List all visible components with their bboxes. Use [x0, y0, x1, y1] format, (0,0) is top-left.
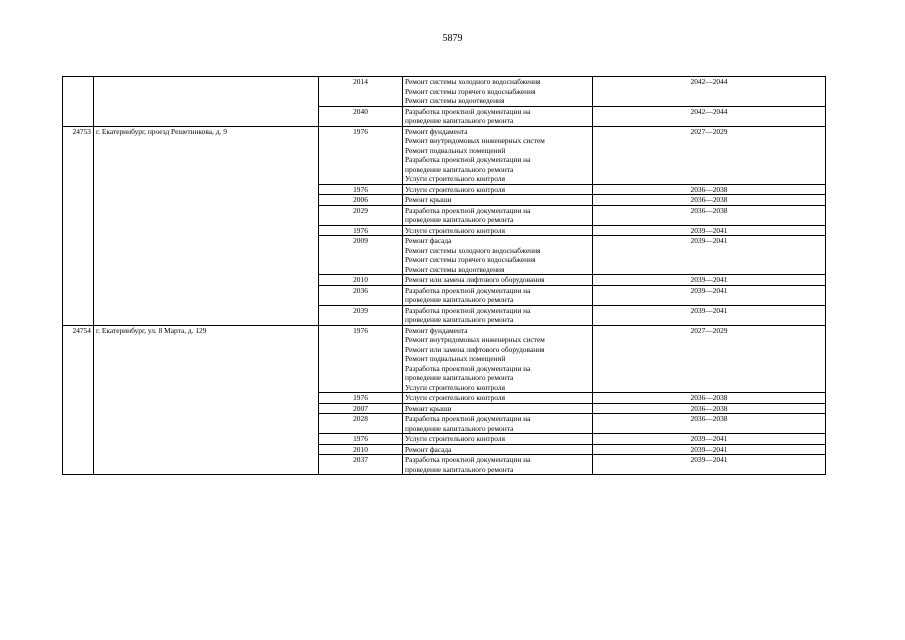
- period-cell: 2036—2038: [593, 195, 826, 206]
- year-cell: 2028: [319, 414, 403, 434]
- year-cell: 2010: [319, 444, 403, 455]
- period-cell: 2039—2041: [593, 305, 826, 325]
- period-cell: 2042—2044: [593, 77, 826, 107]
- work-cell: Разработка проектной документации на проведение капитального ремонта: [403, 285, 593, 305]
- period-cell: 2039—2041: [593, 455, 826, 475]
- work-cell: Разработка проектной документации на проведение капитального ремонта: [403, 414, 593, 434]
- year-cell: 2039: [319, 305, 403, 325]
- building-id-cell: 24753: [63, 126, 94, 325]
- year-cell: 1976: [319, 225, 403, 236]
- period-cell: 2036—2038: [593, 205, 826, 225]
- period-cell: 2036—2038: [593, 184, 826, 195]
- work-cell: Ремонт или замена лифтового оборудования: [403, 275, 593, 286]
- year-cell: 2014: [319, 77, 403, 107]
- work-cell: Ремонт системы холодного водоснабжения Ремонт системы горячего водоснабжения Ремонт системы водоотведения: [403, 77, 593, 107]
- year-cell: 1976: [319, 126, 403, 184]
- year-cell: 2009: [319, 236, 403, 275]
- year-cell: 2029: [319, 205, 403, 225]
- work-cell: Услуги строительного контроля: [403, 393, 593, 404]
- work-cell: Разработка проектной документации на проведение капитального ремонта: [403, 205, 593, 225]
- address-cell: [94, 77, 319, 127]
- table-row: [63, 126, 826, 184]
- year-cell: 2040: [319, 106, 403, 126]
- work-cell: Разработка проектной документации на проведение капитального ремонта: [403, 106, 593, 126]
- work-cell: Разработка проектной документации на проведение капитального ремонта: [403, 455, 593, 475]
- year-cell: 2036: [319, 285, 403, 305]
- table-row: [63, 325, 826, 393]
- period-cell: 2039—2041: [593, 236, 826, 275]
- table-body: [63, 77, 826, 475]
- work-cell: Ремонт фундамента Ремонт внутридомовых инженерных систем Ремонт или замена лифтового оборудования Ремонт подвальных помещений Разработка проектной документации на проведение капитального ремонта Услуги строительного контроля: [403, 325, 593, 393]
- work-cell: Услуги строительного контроля: [403, 434, 593, 445]
- table-row: [63, 77, 826, 107]
- repair-schedule-table: [62, 76, 826, 475]
- year-cell: 2006: [319, 195, 403, 206]
- year-cell: 1976: [319, 393, 403, 404]
- year-cell: 1976: [319, 434, 403, 445]
- work-cell: Ремонт фасада: [403, 444, 593, 455]
- work-cell: Ремонт крыши: [403, 403, 593, 414]
- address-cell: г. Екатеринбург, проезд Решетникова, д. 9: [94, 126, 319, 325]
- work-cell: Ремонт крыши: [403, 195, 593, 206]
- address-cell: г. Екатеринбург, ул. 8 Марта, д. 129: [94, 325, 319, 475]
- year-cell: 2037: [319, 455, 403, 475]
- work-cell: Ремонт фасада Ремонт системы холодного водоснабжения Ремонт системы горячего водоснабжения Ремонт системы водоотведения: [403, 236, 593, 275]
- work-cell: Услуги строительного контроля: [403, 225, 593, 236]
- work-cell: Услуги строительного контроля: [403, 184, 593, 195]
- period-cell: 2039—2041: [593, 444, 826, 455]
- year-cell: 2007: [319, 403, 403, 414]
- period-cell: 2042—2044: [593, 106, 826, 126]
- work-cell: Разработка проектной документации на проведение капитального ремонта: [403, 305, 593, 325]
- period-cell: 2036—2038: [593, 393, 826, 404]
- period-cell: 2036—2038: [593, 403, 826, 414]
- period-cell: 2036—2038: [593, 414, 826, 434]
- work-cell: Ремонт фундамента Ремонт внутридомовых инженерных систем Ремонт подвальных помещений Разработка проектной документации на проведение капитального ремонта Услуги строительного контроля: [403, 126, 593, 184]
- period-cell: 2039—2041: [593, 225, 826, 236]
- page-number: 5879: [442, 33, 463, 44]
- year-cell: 1976: [319, 325, 403, 393]
- year-cell: 2010: [319, 275, 403, 286]
- year-cell: 1976: [319, 184, 403, 195]
- period-cell: 2039—2041: [593, 434, 826, 445]
- period-cell: 2039—2041: [593, 275, 826, 286]
- building-id-cell: [63, 77, 94, 127]
- period-cell: 2027—2029: [593, 126, 826, 184]
- period-cell: 2039—2041: [593, 285, 826, 305]
- building-id-cell: 24754: [63, 325, 94, 475]
- period-cell: 2027—2029: [593, 325, 826, 393]
